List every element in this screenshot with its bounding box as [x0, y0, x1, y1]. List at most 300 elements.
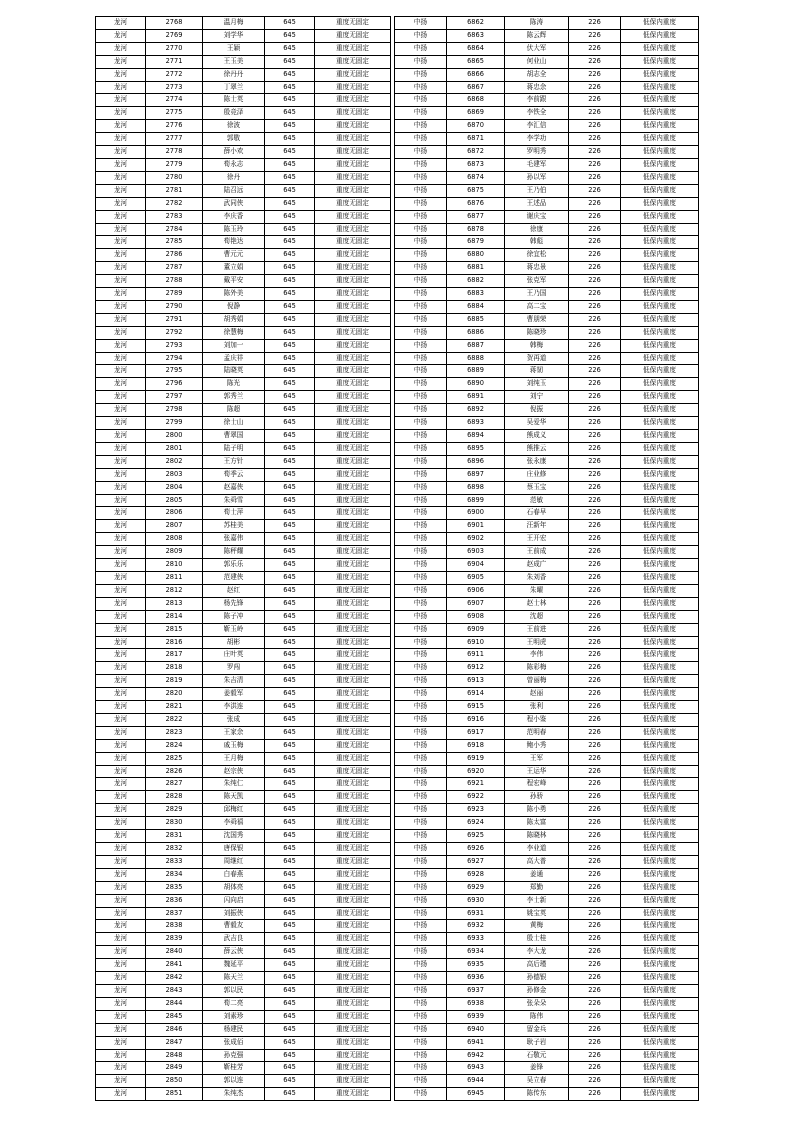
- name-cell: 曹元元: [203, 249, 265, 262]
- name-cell: 吴爱华: [505, 417, 569, 430]
- table-row: [96, 1075, 391, 1088]
- category-cell: 低保内重度: [621, 352, 699, 365]
- category-cell: 低保内重度: [621, 288, 699, 301]
- table-row: [395, 262, 699, 275]
- serial-cell: 6885: [447, 313, 505, 326]
- table-row: [96, 584, 391, 597]
- name-cell: 张成: [203, 713, 265, 726]
- name-cell: 殷士桂: [505, 933, 569, 946]
- serial-cell: 6872: [447, 146, 505, 159]
- category-cell: 重度无固定: [315, 675, 391, 688]
- household-cell: 645: [265, 817, 315, 830]
- category-cell: 低保内重度: [621, 17, 699, 30]
- district-cell: 龙河: [96, 442, 146, 455]
- category-cell: 低保内重度: [621, 868, 699, 881]
- table-row: [96, 920, 391, 933]
- district-cell: 龙河: [96, 29, 146, 42]
- district-cell: 龙河: [96, 107, 146, 120]
- serial-cell: 6899: [447, 494, 505, 507]
- category-cell: 重度无固定: [315, 378, 391, 391]
- category-cell: 重度无固定: [315, 94, 391, 107]
- district-cell: 龙河: [96, 946, 146, 959]
- name-cell: 王颖: [203, 42, 265, 55]
- table-row: [395, 1049, 699, 1062]
- district-cell: 中扬: [395, 1075, 447, 1088]
- household-cell: 645: [265, 249, 315, 262]
- name-cell: 李业道: [505, 843, 569, 856]
- category-cell: 低保内重度: [621, 610, 699, 623]
- name-cell: 赵嘉侠: [203, 481, 265, 494]
- district-cell: 中扬: [395, 442, 447, 455]
- household-cell: 645: [265, 29, 315, 42]
- name-cell: 张嘉伟: [203, 533, 265, 546]
- category-cell: 重度无固定: [315, 430, 391, 443]
- serial-cell: 6932: [447, 920, 505, 933]
- household-cell: 645: [265, 68, 315, 81]
- district-cell: 龙河: [96, 391, 146, 404]
- district-cell: 中扬: [395, 1049, 447, 1062]
- category-cell: 低保内重度: [621, 507, 699, 520]
- household-cell: 645: [265, 752, 315, 765]
- table-row: [96, 623, 391, 636]
- serial-cell: 2814: [146, 610, 203, 623]
- district-cell: 龙河: [96, 1023, 146, 1036]
- category-cell: 低保内重度: [621, 430, 699, 443]
- household-cell: 645: [265, 791, 315, 804]
- category-cell: 重度无固定: [315, 739, 391, 752]
- serial-cell: 6919: [447, 752, 505, 765]
- district-cell: 龙河: [96, 1010, 146, 1023]
- name-cell: 陈超: [203, 404, 265, 417]
- serial-cell: 2815: [146, 623, 203, 636]
- name-cell: 王运华: [505, 765, 569, 778]
- name-cell: 白春燕: [203, 868, 265, 881]
- district-cell: 龙河: [96, 275, 146, 288]
- table-row: [395, 571, 699, 584]
- table-right-body: [395, 17, 699, 1101]
- serial-cell: 6870: [447, 120, 505, 133]
- name-cell: 朱纯杰: [203, 1088, 265, 1101]
- household-cell: 645: [265, 546, 315, 559]
- household-cell: 226: [569, 184, 621, 197]
- table-row: [96, 184, 391, 197]
- name-cell: 贺再道: [505, 352, 569, 365]
- name-cell: 范明春: [505, 726, 569, 739]
- serial-cell: 6927: [447, 855, 505, 868]
- name-cell: 戴平安: [203, 275, 265, 288]
- serial-cell: 2832: [146, 843, 203, 856]
- serial-cell: 2802: [146, 455, 203, 468]
- category-cell: 重度无固定: [315, 623, 391, 636]
- household-cell: 226: [569, 1062, 621, 1075]
- household-cell: 226: [569, 984, 621, 997]
- table-row: [96, 81, 391, 94]
- name-cell: 王开宏: [505, 533, 569, 546]
- table-row: [96, 959, 391, 972]
- district-cell: 龙河: [96, 494, 146, 507]
- category-cell: 低保内重度: [621, 210, 699, 223]
- district-cell: 龙河: [96, 610, 146, 623]
- district-cell: 中扬: [395, 972, 447, 985]
- serial-cell: 6943: [447, 1062, 505, 1075]
- name-cell: 孙骄: [505, 791, 569, 804]
- table-row: [395, 481, 699, 494]
- serial-cell: 2845: [146, 1010, 203, 1023]
- household-cell: 226: [569, 378, 621, 391]
- household-cell: 226: [569, 507, 621, 520]
- household-cell: 226: [569, 81, 621, 94]
- category-cell: 重度无固定: [315, 133, 391, 146]
- serial-cell: 2775: [146, 107, 203, 120]
- serial-cell: 2843: [146, 984, 203, 997]
- district-cell: 中扬: [395, 184, 447, 197]
- name-cell: 高大普: [505, 855, 569, 868]
- serial-cell: 2780: [146, 171, 203, 184]
- table-row: [395, 236, 699, 249]
- table-row: [96, 804, 391, 817]
- category-cell: 低保内重度: [621, 933, 699, 946]
- district-cell: 龙河: [96, 791, 146, 804]
- serial-cell: 2839: [146, 933, 203, 946]
- district-cell: 中扬: [395, 933, 447, 946]
- name-cell: 陈彩梅: [505, 662, 569, 675]
- name-cell: 魏延平: [203, 959, 265, 972]
- table-row: [96, 726, 391, 739]
- household-cell: 226: [569, 636, 621, 649]
- table-row: [395, 688, 699, 701]
- serial-cell: 2810: [146, 559, 203, 572]
- table-row: [395, 55, 699, 68]
- district-cell: 中扬: [395, 559, 447, 572]
- household-cell: 226: [569, 494, 621, 507]
- district-cell: 中扬: [395, 597, 447, 610]
- name-cell: 薛小欢: [203, 146, 265, 159]
- category-cell: 低保内重度: [621, 365, 699, 378]
- household-cell: 645: [265, 404, 315, 417]
- serial-cell: 6888: [447, 352, 505, 365]
- category-cell: 低保内重度: [621, 378, 699, 391]
- serial-cell: 2831: [146, 830, 203, 843]
- name-cell: 王月梅: [203, 752, 265, 765]
- serial-cell: 6896: [447, 455, 505, 468]
- name-cell: 邱梅红: [203, 804, 265, 817]
- household-cell: 645: [265, 997, 315, 1010]
- category-cell: 低保内重度: [621, 920, 699, 933]
- district-cell: 龙河: [96, 533, 146, 546]
- district-cell: 中扬: [395, 533, 447, 546]
- serial-cell: 2811: [146, 571, 203, 584]
- category-cell: 低保内重度: [621, 791, 699, 804]
- serial-cell: 6931: [447, 907, 505, 920]
- category-cell: 低保内重度: [621, 494, 699, 507]
- district-cell: 龙河: [96, 972, 146, 985]
- district-cell: 中扬: [395, 326, 447, 339]
- serial-cell: 6939: [447, 1010, 505, 1023]
- district-cell: 中扬: [395, 1023, 447, 1036]
- serial-cell: 2777: [146, 133, 203, 146]
- district-cell: 龙河: [96, 546, 146, 559]
- household-cell: 226: [569, 1036, 621, 1049]
- category-cell: 低保内重度: [621, 94, 699, 107]
- household-cell: 226: [569, 391, 621, 404]
- serial-cell: 2778: [146, 146, 203, 159]
- name-cell: 陈伟: [505, 1010, 569, 1023]
- name-cell: 殷竞泽: [203, 107, 265, 120]
- serial-cell: 2771: [146, 55, 203, 68]
- district-cell: 中扬: [395, 417, 447, 430]
- serial-cell: 2786: [146, 249, 203, 262]
- category-cell: 重度无固定: [315, 1023, 391, 1036]
- serial-cell: 6876: [447, 197, 505, 210]
- category-cell: 重度无固定: [315, 881, 391, 894]
- name-cell: 姜通: [505, 868, 569, 881]
- serial-cell: 2779: [146, 158, 203, 171]
- table-row: [96, 778, 391, 791]
- category-cell: 重度无固定: [315, 17, 391, 30]
- serial-cell: 6892: [447, 404, 505, 417]
- household-cell: 645: [265, 184, 315, 197]
- name-cell: 高二宝: [505, 300, 569, 313]
- district-cell: 中扬: [395, 623, 447, 636]
- name-cell: 郑勤: [505, 881, 569, 894]
- name-cell: 王前进: [505, 623, 569, 636]
- serial-cell: 6863: [447, 29, 505, 42]
- table-row: [96, 739, 391, 752]
- table-row: [395, 326, 699, 339]
- category-cell: 低保内重度: [621, 997, 699, 1010]
- table-row: [395, 726, 699, 739]
- district-cell: 中扬: [395, 546, 447, 559]
- name-cell: 赵红: [203, 584, 265, 597]
- serial-cell: 6940: [447, 1023, 505, 1036]
- category-cell: 重度无固定: [315, 791, 391, 804]
- serial-cell: 2836: [146, 894, 203, 907]
- district-cell: 龙河: [96, 520, 146, 533]
- category-cell: 重度无固定: [315, 249, 391, 262]
- name-cell: 沈超: [505, 610, 569, 623]
- district-cell: 龙河: [96, 365, 146, 378]
- category-cell: 重度无固定: [315, 81, 391, 94]
- category-cell: 重度无固定: [315, 236, 391, 249]
- household-cell: 226: [569, 868, 621, 881]
- household-cell: 226: [569, 713, 621, 726]
- serial-cell: 2782: [146, 197, 203, 210]
- serial-cell: 2801: [146, 442, 203, 455]
- category-cell: 低保内重度: [621, 1049, 699, 1062]
- serial-cell: 6945: [447, 1088, 505, 1101]
- name-cell: 鲍小秀: [505, 739, 569, 752]
- district-cell: 龙河: [96, 249, 146, 262]
- serial-cell: 6902: [447, 533, 505, 546]
- household-cell: 645: [265, 17, 315, 30]
- table-row: [395, 649, 699, 662]
- table-row: [96, 933, 391, 946]
- table-row: [96, 1036, 391, 1049]
- table-row: [395, 339, 699, 352]
- district-cell: 龙河: [96, 81, 146, 94]
- name-cell: 刘纯玉: [505, 378, 569, 391]
- name-cell: 徐丹丹: [203, 68, 265, 81]
- serial-cell: 2817: [146, 649, 203, 662]
- name-cell: 荀士萍: [203, 507, 265, 520]
- table-row: [395, 107, 699, 120]
- category-cell: 低保内重度: [621, 894, 699, 907]
- district-cell: 中扬: [395, 713, 447, 726]
- district-cell: 中扬: [395, 920, 447, 933]
- name-cell: 刘学华: [203, 29, 265, 42]
- serial-cell: 2813: [146, 597, 203, 610]
- household-cell: 645: [265, 313, 315, 326]
- category-cell: 低保内重度: [621, 984, 699, 997]
- household-cell: 645: [265, 984, 315, 997]
- table-row: [395, 675, 699, 688]
- category-cell: 低保内重度: [621, 546, 699, 559]
- district-cell: 龙河: [96, 378, 146, 391]
- category-cell: 重度无固定: [315, 158, 391, 171]
- district-cell: 龙河: [96, 713, 146, 726]
- category-cell: 低保内重度: [621, 830, 699, 843]
- district-cell: 中扬: [395, 1088, 447, 1101]
- table-row: [96, 559, 391, 572]
- category-cell: 低保内重度: [621, 817, 699, 830]
- household-cell: 645: [265, 713, 315, 726]
- table-row: [96, 133, 391, 146]
- table-row: [395, 507, 699, 520]
- name-cell: 李前跟: [505, 94, 569, 107]
- name-cell: 陈涛: [505, 17, 569, 30]
- serial-cell: 6906: [447, 584, 505, 597]
- category-cell: 低保内重度: [621, 29, 699, 42]
- serial-cell: 6890: [447, 378, 505, 391]
- district-cell: 中扬: [395, 494, 447, 507]
- household-cell: 645: [265, 907, 315, 920]
- table-left: [95, 16, 391, 1101]
- serial-cell: 6911: [447, 649, 505, 662]
- name-cell: 赵士林: [505, 597, 569, 610]
- category-cell: 低保内重度: [621, 597, 699, 610]
- household-cell: 226: [569, 920, 621, 933]
- category-cell: 重度无固定: [315, 907, 391, 920]
- serial-cell: 2790: [146, 300, 203, 313]
- name-cell: 苏桂美: [203, 520, 265, 533]
- district-cell: 龙河: [96, 17, 146, 30]
- household-cell: 226: [569, 843, 621, 856]
- serial-cell: 2824: [146, 739, 203, 752]
- household-cell: 645: [265, 584, 315, 597]
- serial-cell: 2835: [146, 881, 203, 894]
- household-cell: 226: [569, 765, 621, 778]
- household-cell: 645: [265, 894, 315, 907]
- name-cell: 王明虎: [505, 636, 569, 649]
- name-cell: 李汇信: [505, 120, 569, 133]
- district-cell: 中扬: [395, 701, 447, 714]
- table-row: [395, 275, 699, 288]
- district-cell: 中扬: [395, 765, 447, 778]
- household-cell: 226: [569, 1023, 621, 1036]
- household-cell: 645: [265, 494, 315, 507]
- serial-cell: 2772: [146, 68, 203, 81]
- serial-cell: 6862: [447, 17, 505, 30]
- table-row: [96, 55, 391, 68]
- category-cell: 低保内重度: [621, 533, 699, 546]
- name-cell: 姜锋: [505, 1062, 569, 1075]
- category-cell: 重度无固定: [315, 455, 391, 468]
- district-cell: 龙河: [96, 313, 146, 326]
- household-cell: 645: [265, 1023, 315, 1036]
- district-cell: 中扬: [395, 68, 447, 81]
- serial-cell: 2846: [146, 1023, 203, 1036]
- serial-cell: 6942: [447, 1049, 505, 1062]
- household-cell: 226: [569, 649, 621, 662]
- district-cell: 中扬: [395, 752, 447, 765]
- category-cell: 重度无固定: [315, 726, 391, 739]
- district-cell: 龙河: [96, 1062, 146, 1075]
- name-cell: 薛云侠: [203, 946, 265, 959]
- district-cell: 中扬: [395, 365, 447, 378]
- table-row: [96, 1049, 391, 1062]
- serial-cell: 6901: [447, 520, 505, 533]
- household-cell: 226: [569, 55, 621, 68]
- serial-cell: 2842: [146, 972, 203, 985]
- serial-cell: 2812: [146, 584, 203, 597]
- serial-cell: 2781: [146, 184, 203, 197]
- name-cell: 徐康: [505, 223, 569, 236]
- serial-cell: 6908: [447, 610, 505, 623]
- table-row: [395, 313, 699, 326]
- serial-cell: 2774: [146, 94, 203, 107]
- category-cell: 低保内重度: [621, 584, 699, 597]
- name-cell: 陈晓林: [505, 830, 569, 843]
- table-row: [395, 184, 699, 197]
- table-row: [395, 713, 699, 726]
- category-cell: 低保内重度: [621, 275, 699, 288]
- name-cell: 陈外美: [203, 288, 265, 301]
- category-cell: 低保内重度: [621, 120, 699, 133]
- district-cell: 中扬: [395, 430, 447, 443]
- district-cell: 中扬: [395, 378, 447, 391]
- household-cell: 645: [265, 1049, 315, 1062]
- category-cell: 重度无固定: [315, 171, 391, 184]
- household-cell: 226: [569, 417, 621, 430]
- household-cell: 645: [265, 197, 315, 210]
- name-cell: 王乃国: [505, 288, 569, 301]
- household-cell: 645: [265, 881, 315, 894]
- household-cell: 645: [265, 1036, 315, 1049]
- category-cell: 重度无固定: [315, 804, 391, 817]
- serial-cell: 2807: [146, 520, 203, 533]
- table-row: [96, 313, 391, 326]
- district-cell: 中扬: [395, 984, 447, 997]
- name-cell: 耿子岩: [505, 1036, 569, 1049]
- serial-cell: 6903: [447, 546, 505, 559]
- district-cell: 龙河: [96, 42, 146, 55]
- table-row: [395, 778, 699, 791]
- table-row: [395, 739, 699, 752]
- serial-cell: 2799: [146, 417, 203, 430]
- table-row: [96, 120, 391, 133]
- district-cell: 中扬: [395, 288, 447, 301]
- category-cell: 低保内重度: [621, 146, 699, 159]
- district-cell: 中扬: [395, 17, 447, 30]
- district-cell: 龙河: [96, 997, 146, 1010]
- district-cell: 中扬: [395, 352, 447, 365]
- serial-cell: 2809: [146, 546, 203, 559]
- district-cell: 龙河: [96, 662, 146, 675]
- district-cell: 龙河: [96, 920, 146, 933]
- category-cell: 重度无固定: [315, 326, 391, 339]
- household-cell: 226: [569, 933, 621, 946]
- category-cell: 重度无固定: [315, 68, 391, 81]
